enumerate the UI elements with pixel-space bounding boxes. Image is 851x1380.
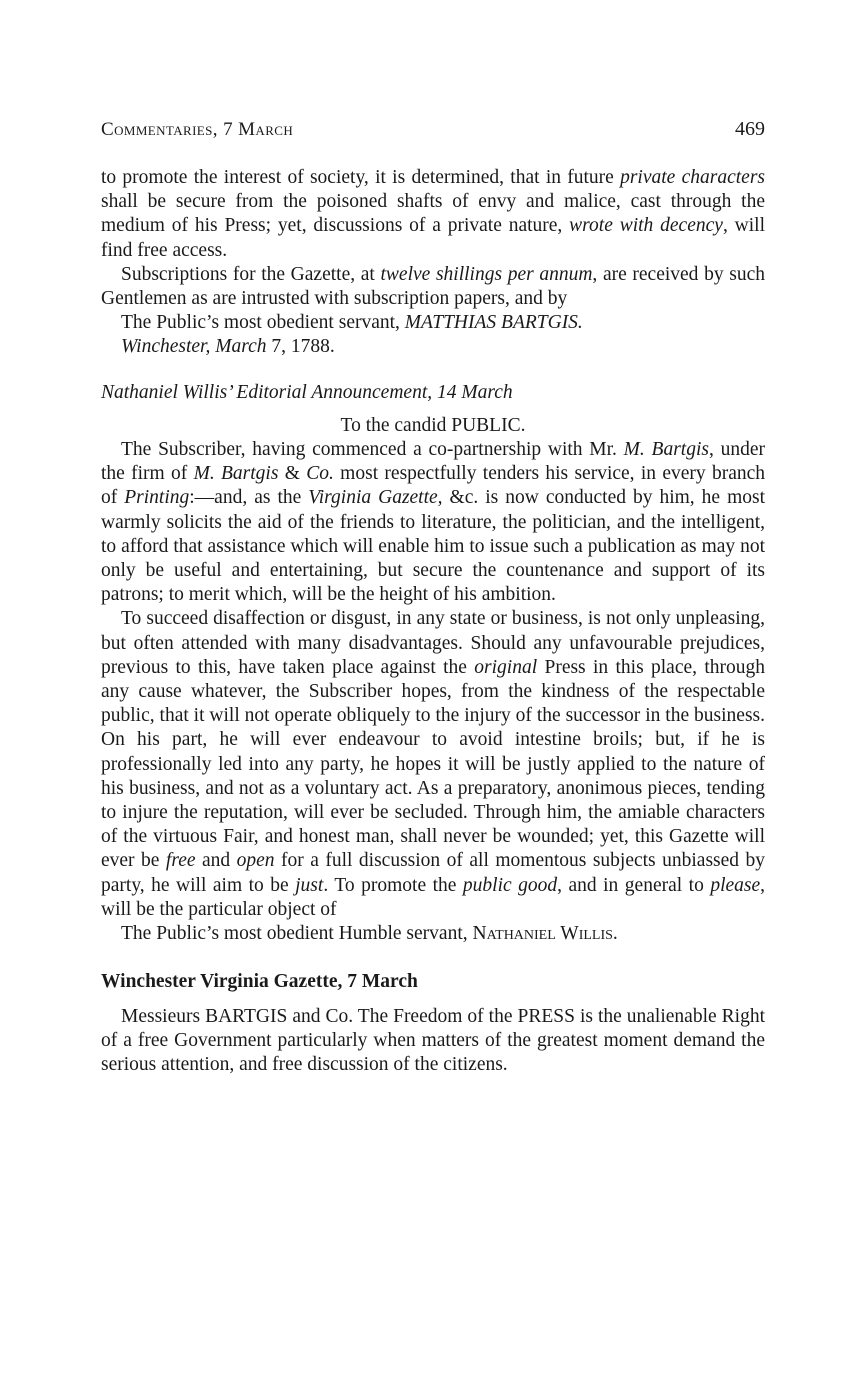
text-run: Press in this place, through any cause whatever, the Subscriber hopes, from the kindness of the respectable public, that it will not operate obliquely to the injury of the successor in the business. On his part, he will ever endeavour to avoid intestine broils; but, if he is professionally led into any party, he hopes it will be justly applied to the nature of his business, and not as a voluntary act. As a preparatory, anonimous pieces, tending to injure the reputation, will ever be secluded. Through him, the amiable characters of the virtuous Fair, and honest man, shall never be wounded; yet, this Gazette will ever be <box>101 656 765 872</box>
italic-run: wrote with decency <box>569 215 723 237</box>
willis-paragraph-1 <box>101 438 765 607</box>
running-head <box>101 118 765 148</box>
bartgis-signature <box>101 311 765 335</box>
italic-run: just <box>295 874 324 896</box>
text-run: The Subscriber, having commenced a co-partnership with Mr. <box>121 439 624 461</box>
text-run: to promote the interest of society, it is determined, that in future <box>101 167 621 188</box>
running-head-title: Commentaries, 7 March <box>101 119 294 140</box>
text-run: . To promote the <box>323 874 463 896</box>
italic-run: Printing <box>124 487 190 509</box>
bartgis-subscriptions-paragraph <box>101 263 765 311</box>
text-run: most respectfully tenders his service, in every branch of <box>101 463 766 509</box>
willis-signature <box>101 922 765 946</box>
text-run: & <box>278 463 307 485</box>
text-run: The Public’s most obedient servant, <box>121 312 405 334</box>
text-run: , will be the particular object of <box>101 874 766 920</box>
text-run: The Public’s most obedient Humble servant, <box>121 923 473 945</box>
text-run: , are received by such Gentlemen as are intrusted with subscription papers, and by <box>101 263 765 310</box>
willis-address-line: To the candid PUBLIC. <box>340 414 526 436</box>
italic-run: M. Bartgis <box>193 463 279 485</box>
willis-paragraph-2 <box>101 607 765 922</box>
text-run: :—and, as the <box>189 487 309 509</box>
italic-run: Winchester, March <box>121 336 267 358</box>
text-run: and <box>195 850 237 872</box>
italic-run: Virginia Gazette, <box>308 487 443 509</box>
text-run: &c. is now conducted by him, he most warmly solicits the aid of the friends to literature, the politician, and the intelligent, to afford that assistance which will enable him to issue such a publication as may not only be useful and entertaining, but secure the countenance and support of its patrons; to merit which, will be the height of his ambition. <box>101 487 766 606</box>
text-run: 7, 1788. <box>266 336 335 358</box>
italic-run: MATTHIAS BARTGIS. <box>404 312 583 334</box>
text-run: Subscriptions for the Gazette, at <box>121 263 381 285</box>
text-run: Messieurs BARTGIS and Co. The Freedom of the PRESS is the unalienable Right of a free Government particularly when matters of the greatest moment demand the serious attention, and free discussion of the citizens. <box>101 1005 765 1075</box>
body-text <box>101 166 765 1077</box>
italic-run: free <box>165 850 196 872</box>
italic-run: twelve shillings per annum <box>380 263 593 285</box>
italic-run: original <box>474 656 538 678</box>
italic-run: Co. <box>306 463 334 485</box>
italic-run: M. Bartgis <box>623 439 709 461</box>
italic-run: open <box>236 850 275 872</box>
text-run: , will find free access. <box>101 215 765 261</box>
text-run: for a full discussion of all momentous subjects unbiassed by party, he will aim to be <box>101 850 766 896</box>
book-page <box>101 118 765 1077</box>
italic-run: private characters <box>620 167 765 188</box>
italic-run: please <box>710 874 761 896</box>
page-number: 469 <box>735 118 765 140</box>
text-run: To succeed disaffection or disgust, in any state or business, is not only unpleasing, but often attended with many disadvantages. Should any unfavourable prejudices, previous to this, have taken place against the <box>101 608 765 678</box>
italic-run: public good <box>462 874 558 896</box>
gazette-paragraph-1 <box>101 1005 765 1078</box>
text-run: shall be secure from the poisoned shafts of envy and malice, cast through the medium of his Press; yet, discussions of a private nature, <box>101 191 765 237</box>
text-run: , under the firm of <box>101 439 765 485</box>
small-caps-run: Nathaniel Willis. <box>472 923 618 945</box>
gazette-section-heading: Winchester Virginia Gazette, 7 March <box>101 971 418 993</box>
bartgis-paragraph-continued <box>101 166 765 263</box>
bartgis-dateline <box>101 335 765 359</box>
text-run: , and in general to <box>557 874 711 896</box>
willis-section-heading: Nathaniel Willis’ Editorial Announcement, 14 March <box>101 381 513 403</box>
